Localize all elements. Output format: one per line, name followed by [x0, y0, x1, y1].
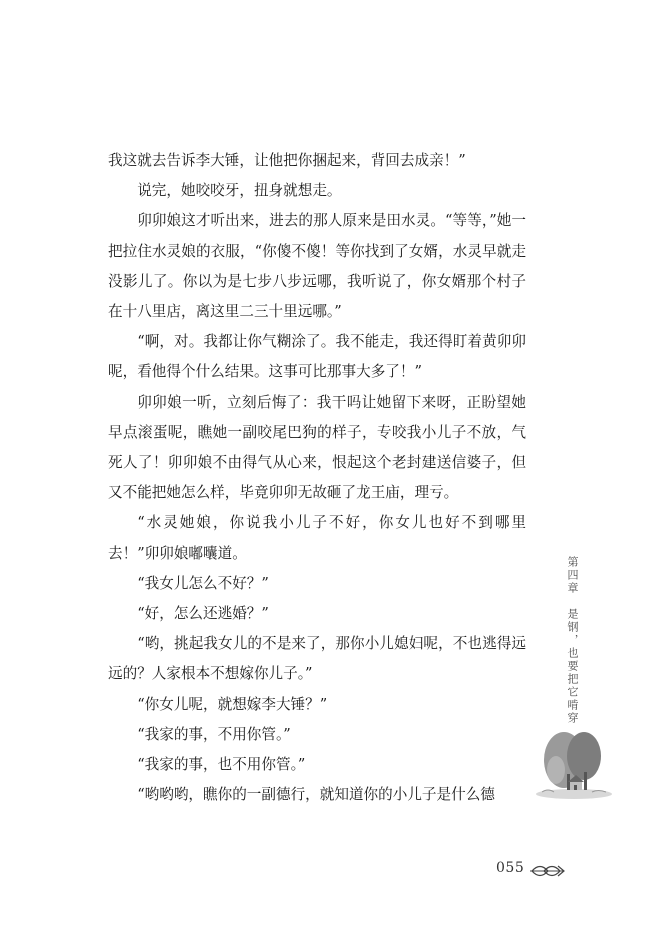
paragraph-9: “哟，挑起我女儿的不是来了，那你小儿媳妇呢，不也逃得远远的？人家根本不想嫁你儿子。” — [108, 635, 526, 683]
page-number: 055 — [496, 860, 525, 876]
paragraph-13: “哟哟哟，瞧你的一副德行，就知道你的小儿子是什么德 — [137, 786, 495, 804]
body-text — [108, 146, 526, 810]
paragraph-7: “我女儿怎么不好？” — [137, 574, 269, 592]
paragraph-11: “我家的事，不用你管。” — [137, 725, 291, 743]
paragraph-3: 卯卯娘这才听出来，进去的那人原来是田水灵。“等等，”她一把拉住水灵娘的衣服，“你傻不傻！等你找到了女婿，水灵早就走没影儿了。你以为是七步八步远哪，我听说了，你女婿那个村子在十八里店，离这里二三十里远哪。” — [108, 212, 526, 321]
paragraph-4: “啊，对。我都让你气糊涂了。我不能走，我还得盯着黄卯卯呢，看他得个什么结果。这事可比那事大多了！” — [108, 333, 526, 381]
leaf-ornament-icon — [528, 856, 568, 886]
paragraph-10: “你女儿呢，就想嫁李大锤？” — [137, 695, 328, 713]
paragraph-2: 说完，她咬咬牙，扭身就想走。 — [137, 182, 342, 200]
village-tree-illustration-icon — [534, 730, 614, 800]
paragraph-12: “我家的事，也不用你管。” — [137, 756, 306, 774]
page-footer — [496, 856, 576, 886]
paragraph-1: 我这就去告诉李大锤，让他把你捆起来，背回去成亲！” — [108, 152, 466, 169]
chapter-side-title: 第四章 是钢，也要把它啃穿 — [566, 556, 579, 725]
paragraph-5: 卯卯娘一听，立刻后悔了：我干吗让她留下来呀，正盼望她早点滚蛋呢，瞧她一副咬尾巴狗的样子，专咬我小儿子不放，气死人了！卯卯娘不由得气从心来，恨起这个老封建送信婆子，但又不能把她怎么样，毕竟卯卯无故砸了龙王庙，理亏。 — [108, 393, 526, 502]
paragraph-6: “水灵她娘，你说我小儿子不好，你女儿也好不到哪里去！”卯卯娘嘟囔道。 — [108, 514, 526, 562]
paragraph-8: “好，怎么还逃婚？” — [137, 605, 269, 623]
